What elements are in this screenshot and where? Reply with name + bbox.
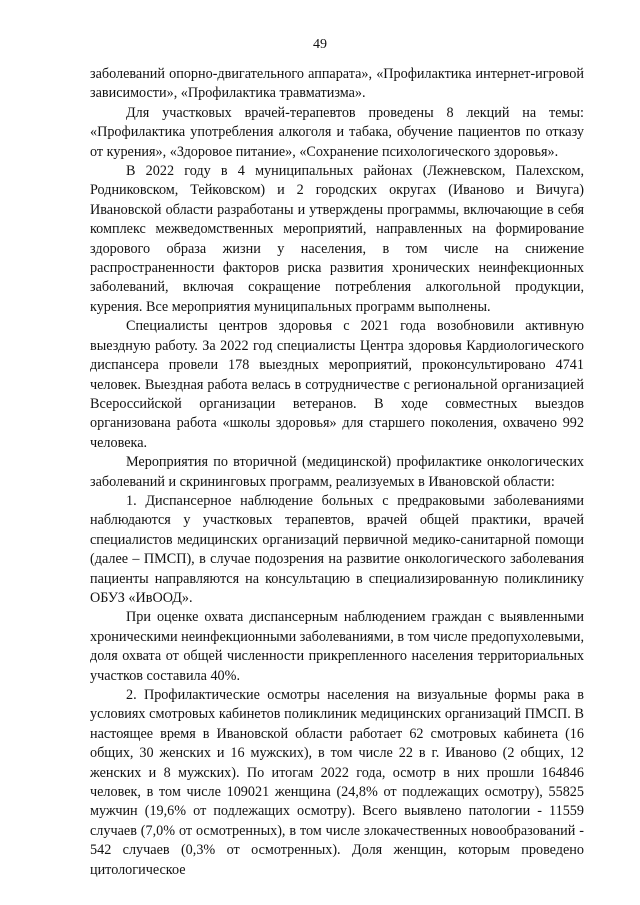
paragraph: При оценке охвата диспансерным наблюдением граждан с выявленными хроническими неинфекционными заболеваниями, в том числе предопухолевыми, доля охвата от общей численности прикрепленного населения территориальных участков составила 40%.	[90, 609, 584, 684]
paragraph: заболеваний опорно-двигательного аппарата», «Профилактика интернет-игровой зависимости», «Профилактика травматизма».	[90, 66, 584, 102]
paragraph: 1. Диспансерное наблюдение больных с предраковыми заболеваниями наблюдаются у участковых терапевтов, врачей общей практики, врачей специалистов медицинских организаций первичной медико-санитарной помощи (далее – ПМСП), в случае подозрения на развитие онкологического заболевания пациенты направляются на консультацию в специализированную поликлинику ОБУЗ «ИвООД».	[90, 492, 584, 606]
paragraph: Мероприятия по вторичной (медицинской) профилактике онкологических заболеваний и скрининговых программ, реализуемых в Ивановской области:	[90, 454, 584, 490]
paragraph: 2. Профилактические осмотры населения на визуальные формы рака в условиях смотровых кабинетов поликлиник медицинских организаций ПМСП. В настоящее время в Ивановской области работает 62 смотровых кабинета (16 общих, 30 женских и 16 мужских), в том числе 22 в г. Иваново (2 общих, 12 женских и 8 мужских). По итогам 2022 года, осмотр в них прошли 164846 человек, в том числе 109021 женщина (24,8% от подлежащих осмотру), 55825 мужчин (19,6% от подлежащих осмотру). Всего выявлено патологии - 11559 случаев (7,0% от осмотренных), в том числе злокачественных новообразований - 542 случаев (0,3% от осмотренных). Доля женщин, которым проведено цитологическое	[90, 687, 584, 878]
document-body	[90, 65, 584, 880]
paragraph: В 2022 году в 4 муниципальных районах (Лежневском, Палехском, Родниковском, Тейковском) и 2 городских округах (Иваново и Вичуга) Ивановской области разработаны и утверждены программы, включающие в себя комплекс межведомственных мероприятий, направленных на формирование здорового образа жизни у населения, в том числе на снижение распространенности факторов риска развития хронических неинфекционных заболеваний, включая сокращение потребления алкогольной продукции, курения. Все мероприятия муниципальных программ выполнены.	[90, 163, 584, 315]
page-number: 49	[313, 37, 327, 52]
paragraph: Специалисты центров здоровья с 2021 года возобновили активную выездную работу. За 2022 год специалисты Центра здоровья Кардиологического диспансера провели 178 выездных мероприятий, проконсультировано 4741 человек. Выездная работа велась в сотрудничестве с региональной организацией Всероссийской организации ветеранов. В ходе совместных выездов организована работа «школы здоровья» для старшего поколения, охвачено 992 человека.	[90, 318, 584, 451]
paragraph: Для участковых врачей-терапевтов проведены 8 лекций на темы: «Профилактика употребления алкоголя и табака, обучение пациентов по отказу от курения», «Здоровое питание», «Сохранение психологического здоровья».	[90, 104, 584, 160]
